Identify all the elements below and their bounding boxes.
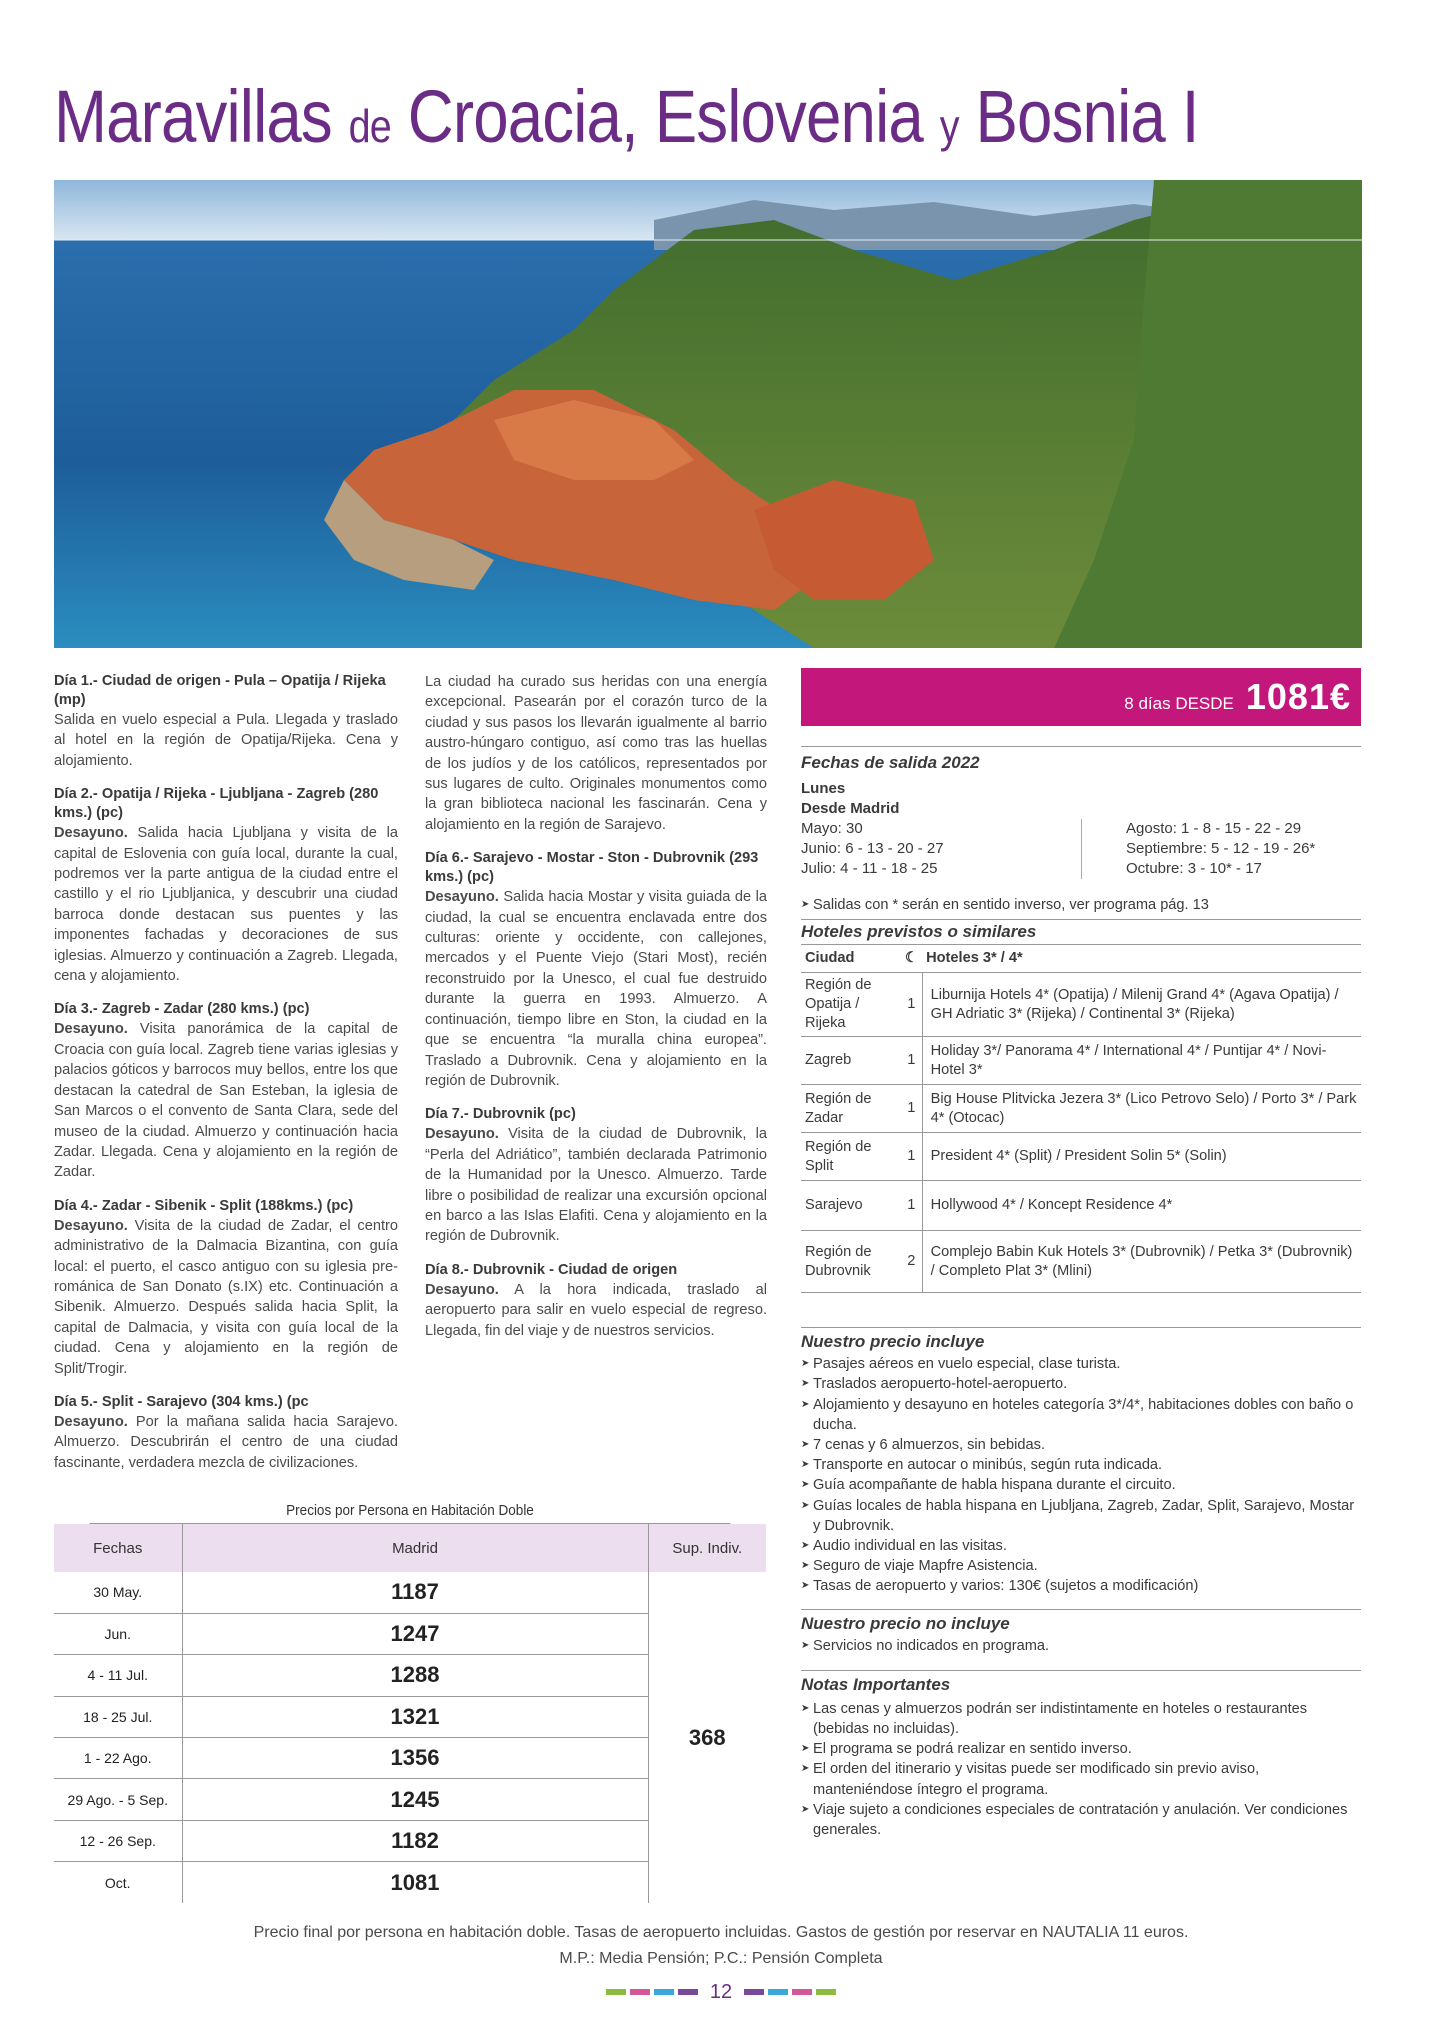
list-item: ➤ Audio individual en las visitas.	[801, 1536, 1361, 1556]
day-body: Salida hacia Mostar y visita guiada de la ciudad, la cual se encuentra enclavada entre dos culturas: oriente y occidente, con callejones, mercados y el Puente Viejo (Stari Most), recién reconstruido por la Unesco, el cual fue destruido durante la guerra en 1993. Almuerzo. A continuación, tiempo libre en Ston, la ciudad en la que se encuentra “la muralla china europea”. Traslado a Dubrovnik. Cena y alojamiento en la región de Dubrovnik.	[425, 889, 767, 1089]
day-body: Visita panorámica de la capital de Croacia con guía local. Zagreb tiene varias iglesias y palacios góticos y barrocos muy bellos, entre los que destacan la catedral de San Esteban, la iglesia de San Marcos o el convento de Santa Clara, sede del museo de la ciudad. Almuerzo y continuación hacia Zadar. Llegada. Cena y alojamiento en la región de Zadar.	[54, 1021, 398, 1181]
list-item: ➤ Guía acompañante de habla hispana durante el circuito.	[801, 1475, 1361, 1495]
fechas-weekday: Lunes	[801, 780, 846, 797]
price-cell: 1288	[182, 1655, 648, 1696]
fecha-cell: Jun.	[54, 1613, 182, 1654]
hotel-city: Región de Split	[801, 1133, 901, 1181]
deco-bar	[678, 1989, 698, 1995]
price-cell: 1245	[182, 1779, 648, 1820]
price-band-value: 1081€	[1245, 676, 1351, 717]
hotel-nights: 1	[901, 1133, 922, 1181]
day-lead: Desayuno.	[54, 825, 128, 842]
incluye-title: Nuestro precio incluye	[801, 1332, 985, 1352]
day-body: Por la mañana salida hacia Sarajevo. Almuerzo. Descubrirán el centro de una ciudad fascinante, verdadera mezcla de civilizaciones.	[54, 1413, 398, 1471]
list-item: ➤ 7 cenas y 6 almuerzos, sin bebidas.	[801, 1435, 1361, 1455]
day-body: Visita de la ciudad de Zadar, el centro administrativo de la Dalmacia Bizantina, con guía local: el puerto, el casco antiguo con su iglesia pre-románica de San Donato (s.IX) etc. Continuación a Sibenik. Almuerzo. Después salida hacia Split, la capital de Dalmacia, y visita con guía local de la ciudad. Cena y alojamiento en la región de Split/Trogir.	[54, 1217, 398, 1377]
day-text	[54, 823, 398, 986]
hotel-list: Big House Plitvicka Jezera 3* (Lico Petrovo Selo) / Porto 3* / Park 4* (Otocac)	[922, 1085, 1361, 1133]
hotel-nights: 1	[901, 1181, 922, 1231]
fecha-cell: 18 - 25 Jul.	[54, 1696, 182, 1737]
fecha-cell: 12 - 26 Sep.	[54, 1820, 182, 1861]
prices-grid	[54, 1524, 766, 1903]
list-item: ➤ Traslados aeropuerto-hotel-aeropuerto.	[801, 1374, 1361, 1394]
day-title: Día 8.- Dubrovnik - Ciudad de origen	[425, 1261, 678, 1278]
hotel-city: Región de Zadar	[801, 1085, 901, 1133]
day-text	[425, 1124, 767, 1246]
itinerary-day	[425, 1261, 767, 1341]
itinerary-column-1	[54, 672, 398, 1487]
itinerary-day	[54, 672, 398, 771]
notas-title: Notas Importantes	[801, 1674, 951, 1694]
table-row	[801, 1085, 1361, 1133]
day-text	[54, 1412, 398, 1473]
deco-bar	[792, 1989, 812, 1995]
fecha-cell: 30 May.	[54, 1572, 182, 1613]
title-part-5: Bosnia I	[975, 75, 1199, 158]
prices-table	[54, 1502, 766, 1903]
title-part-4: y	[939, 100, 959, 152]
fechas-grid	[801, 819, 1361, 879]
price-cell: 1247	[182, 1613, 648, 1654]
fecha-line: Julio: 4 - 11 - 18 - 25	[801, 860, 938, 877]
itinerary-day	[54, 1393, 398, 1473]
day-title: Día 5.- Split - Sarajevo (304 kms.) (pc	[54, 1393, 309, 1410]
divider	[801, 1670, 1361, 1671]
fecha-line: Septiembre: 5 - 12 - 19 - 26*	[1126, 840, 1316, 857]
divider	[801, 1327, 1361, 1328]
list-item: ➤ Viaje sujeto a condiciones especiales de contratación y anulación. Ver condiciones generales.	[801, 1800, 1361, 1840]
hotel-city: Región de Opatija / Rijeka	[801, 973, 901, 1037]
footer-note: Precio final por persona en habitación doble. Tasas de aeropuerto incluidas. Gastos de gestión por reservar en NAUTALIA 11 euros.	[253, 1924, 1189, 1941]
table-row	[801, 1133, 1361, 1181]
list-item: ➤ Seguro de viaje Mapfre Asistencia.	[801, 1556, 1361, 1576]
table-header-row	[801, 945, 1361, 973]
list-item: ➤ Servicios no indicados en programa.	[801, 1636, 1361, 1656]
title-part-3: Croacia, Eslovenia	[407, 75, 923, 158]
fechas-left	[801, 819, 1081, 879]
hotel-list: Holiday 3*/ Panorama 4* / International 4* / Puntijar 4* / Novi-Hotel 3*	[922, 1037, 1361, 1085]
moon-icon: ☾	[901, 945, 922, 973]
price-cell: 1187	[182, 1572, 648, 1613]
hotel-nights: 1	[901, 1037, 922, 1085]
day-text	[54, 1019, 398, 1182]
price-band-label: 8 días DESDE	[1124, 694, 1234, 713]
page-number-text: 12	[709, 1980, 733, 2003]
fechas-right	[1081, 819, 1315, 879]
col-madrid: Madrid	[182, 1524, 648, 1572]
price-cell: 1081	[182, 1862, 648, 1903]
hotel-nights: 2	[901, 1231, 922, 1293]
divider	[801, 1609, 1361, 1610]
hotel-nights: 1	[901, 1085, 922, 1133]
day-lead: Desayuno.	[54, 1021, 128, 1038]
day-lead: Desayuno.	[425, 1126, 499, 1143]
incluye-list	[801, 1354, 1361, 1596]
hotel-city: Sarajevo	[801, 1181, 901, 1231]
price-band	[801, 668, 1361, 726]
day-text	[425, 1280, 767, 1341]
list-item: ➤ Alojamiento y desayuno en hoteles categoría 3*/4*, habitaciones dobles con baño o ducha.	[801, 1395, 1361, 1435]
divider	[801, 919, 1361, 920]
price-cell: 1356	[182, 1738, 648, 1779]
fecha-line: Agosto: 1 - 8 - 15 - 22 - 29	[1126, 820, 1302, 837]
table-row	[801, 973, 1361, 1037]
list-item: ➤ Las cenas y almuerzos podrán ser indistintamente en hoteles o restaurantes (bebidas no incluidas).	[801, 1699, 1361, 1739]
day-title: Día 1.- Ciudad de origen - Pula – Opatija / Rijeka (mp)	[54, 673, 386, 708]
price-cell: 1321	[182, 1696, 648, 1737]
hotel-city: Región de Dubrovnik	[801, 1231, 901, 1293]
list-item: ➤ El programa se podrá realizar en sentido inverso.	[801, 1739, 1361, 1759]
prices-caption: Precios por Persona en Habitación Doble	[90, 1502, 731, 1524]
itinerary-day	[54, 1197, 398, 1379]
fechas-origin: Desde Madrid	[801, 800, 900, 817]
day-lead: Desayuno.	[425, 889, 499, 906]
page-number	[591, 1980, 851, 2004]
deco-bar	[816, 1989, 836, 1995]
itinerary-continuation	[425, 672, 767, 835]
dubrovnik-photo	[54, 180, 1362, 648]
sup-indiv-cell: 368	[688, 1724, 726, 1750]
fechas-block	[801, 779, 1361, 879]
fecha-line: Junio: 6 - 13 - 20 - 27	[801, 840, 944, 857]
title-part-1: Maravillas	[54, 75, 332, 158]
list-item: ➤ Guías locales de habla hispana en Ljubljana, Zagreb, Zadar, Split, Sarajevo, Mostar y Dubrovnik.	[801, 1496, 1361, 1536]
day-text: La ciudad ha curado sus heridas con una energía excepcional. Pasearán por el corazón turco de la ciudad y sus pasos los llevarán igualmente al barrio austro-húngaro contiguo, así como tras las huellas de los judíos y de los católicos, representados por sus lugares de culto. Originales monumentos como la gran biblioteca nacional les fascinarán. Cena y alojamiento en la región de Sarajevo.	[425, 674, 767, 833]
deco-bar	[768, 1989, 788, 1995]
col-fechas: Fechas	[54, 1524, 182, 1572]
fecha-line: Octubre: 3 - 10* - 17	[1126, 860, 1262, 877]
day-body: Salida hacia Ljubljana y visita de la capital de Eslovenia con guía local, durante la cual, podremos ver la parte antigua de la ciudad entre el castillo y el rio Ljubljanica, y descubrir una ciudad barroca donde destacan sus puentes y las imponentes fachadas y decoraciones de sus iglesias. Almuerzo y continuación a Zagreb. Llegada, cena y alojamiento.	[54, 825, 398, 985]
hotel-list: Hollywood 4* / Koncept Residence 4*	[922, 1181, 1361, 1231]
deco-bar	[654, 1989, 674, 1995]
deco-bar	[744, 1989, 764, 1995]
day-body: Visita de la ciudad de Dubrovnik, la “Perla del Adriático”, también declarada Patrimonio de la Humanidad por la Unesco. Almuerzo. Tarde libre o posibilidad de realizar una excursión opcional en barco a las Islas Elafiti. Cena y alojamiento en la región de Dubrovnik.	[425, 1126, 767, 1245]
divider	[801, 746, 1361, 747]
footer-legend: M.P.: Media Pensión; P.C.: Pensión Completa	[559, 1950, 883, 1967]
fecha-line: Mayo: 30	[801, 820, 863, 837]
table-header-row	[54, 1524, 766, 1572]
day-title: Día 3.- Zagreb - Zadar (280 kms.) (pc)	[54, 1001, 310, 1018]
page-title	[54, 74, 1199, 159]
day-text: Salida en vuelo especial a Pula. Llegada y traslado al hotel en la región de Opatija/Rijeka. Cena y alojamiento.	[54, 712, 398, 769]
col-sup-indiv: Sup. Indiv.	[648, 1524, 766, 1572]
itinerary-day	[425, 1105, 767, 1246]
day-title: Día 4.- Zadar - Sibenik - Split (188kms.) (pc)	[54, 1197, 354, 1214]
day-text	[425, 887, 767, 1091]
table-row	[801, 1181, 1361, 1231]
day-lead: Desayuno.	[54, 1413, 128, 1430]
hotel-list: Complejo Babin Kuk Hotels 3* (Dubrovnik) / Petka 3* (Dubrovnik) / Completo Plat 3* (Mlini)	[922, 1231, 1361, 1293]
deco-bar	[606, 1989, 626, 1995]
fecha-cell: 29 Ago. - 5 Sep.	[54, 1779, 182, 1820]
list-item: ➤ El orden del itinerario y visitas puede ser modificado sin previo aviso, manteniéndose íntegro el programa.	[801, 1759, 1361, 1799]
itinerary-day	[425, 849, 767, 1091]
no-incluye-title: Nuestro precio no incluye	[801, 1613, 1010, 1633]
list-item: ➤ Tasas de aeropuerto y varios: 130€ (sujetos a modificación)	[801, 1576, 1361, 1596]
table-row	[801, 1231, 1361, 1293]
itinerary-column-2	[425, 672, 767, 1355]
day-title: Día 2.- Opatija / Rijeka - Ljubljana - Zagreb (280 kms.) (pc)	[54, 786, 379, 822]
itinerary-day	[54, 1000, 398, 1182]
info-column	[801, 668, 1361, 1840]
fechas-note: ➤ Salidas con * serán en sentido inverso, ver programa pág. 13	[801, 895, 1361, 915]
fecha-cell: 1 - 22 Ago.	[54, 1738, 182, 1779]
hotel-city: Zagreb	[801, 1037, 901, 1085]
day-lead: Desayuno.	[54, 1217, 128, 1234]
col-city: Ciudad	[801, 945, 901, 973]
title-part-2: de	[348, 100, 391, 152]
day-lead: Desayuno.	[425, 1281, 499, 1298]
table-row	[801, 1037, 1361, 1085]
hoteles-title: Hoteles previstos o similares	[801, 922, 1037, 942]
hotel-nights: 1	[901, 973, 922, 1037]
itinerary-day	[54, 785, 398, 986]
hotel-list: Liburnija Hotels 4* (Opatija) / Milenij Grand 4* (Agava Opatija) / GH Adriatic 3* (Rijeka) / Continental 3* (Rijeka)	[922, 973, 1361, 1037]
day-text	[54, 1216, 398, 1379]
table-row	[54, 1572, 766, 1613]
fechas-title: Fechas de salida 2022	[801, 753, 980, 772]
hotel-list: President 4* (Split) / President Solin 5* (Solin)	[922, 1133, 1361, 1181]
fecha-cell: 4 - 11 Jul.	[54, 1655, 182, 1696]
col-hotels: Hoteles 3* / 4*	[922, 945, 1361, 973]
day-title: Día 6.- Sarajevo - Mostar - Ston - Dubrovnik (293 kms.) (pc)	[425, 850, 759, 886]
hotels-table	[801, 944, 1361, 1293]
deco-bar	[630, 1989, 650, 1995]
day-body: A la hora indicada, traslado al aeropuerto para salir en vuelo especial de regreso. Llegada, fin del viaje y de nuestros servicios.	[425, 1281, 767, 1339]
fecha-cell: Oct.	[54, 1862, 182, 1903]
list-item: ➤ Pasajes aéreos en vuelo especial, clase turista.	[801, 1354, 1361, 1374]
list-item: ➤ Transporte en autocar o minibús, según ruta indicada.	[801, 1455, 1361, 1475]
price-cell: 1182	[182, 1820, 648, 1861]
notas-list	[801, 1699, 1361, 1840]
day-title: Día 7.- Dubrovnik (pc)	[425, 1106, 576, 1123]
